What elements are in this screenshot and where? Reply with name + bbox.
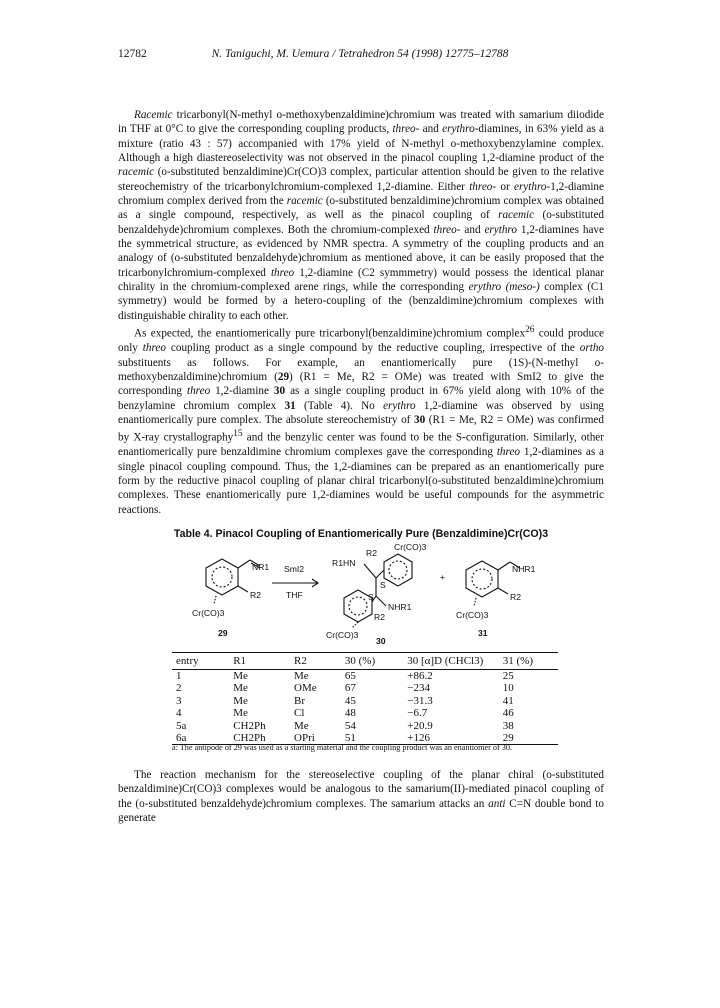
main-text-block	[118, 108, 604, 517]
label-s-2: S	[368, 592, 374, 602]
table-row: 4 Me Cl 48 −6.7 46	[176, 707, 514, 720]
label-r2-31: R2	[510, 592, 521, 602]
label-nr1: NR1	[252, 562, 270, 572]
table-footnote: a: The antipode of 29 was used as a starting material and the coupling product was an enantiomer of 30.	[172, 743, 512, 752]
label-s-1: S	[380, 580, 386, 590]
closing-text-block	[118, 768, 604, 825]
col-yield-30: 30 (%)	[341, 653, 403, 670]
reaction-scheme-drawing	[176, 540, 556, 646]
table-row: 5a CH2Ph Me 54 +20.9 38	[176, 719, 514, 732]
paragraph-3: The reaction mechanism for the stereoselective coupling of the planar chiral (o-substituted benzaldimine)Cr(CO)3 complexes would be analogous to the samarium(II)-mediated pinacol coupling of the (o-substituted benzaldehyde)chromium complexes. The samarium attacks an anti C=N double bond to generate	[118, 769, 604, 825]
label-nhr1-31: NHR1	[512, 564, 536, 574]
col-r1: R1	[229, 653, 290, 670]
plus-sign: +	[440, 572, 446, 582]
label-solvent: THF	[286, 590, 303, 600]
table-row: 1 Me Me 65 +86.2 25	[176, 670, 514, 682]
paragraph-2: As expected, the enantiomerically pure tricarbonyl(benzaldimine)chromium complex$^{26}$ could produce only threo coupling product as a single compound by the reductive coupling, irrespective of the ortho substituents as follows. For example, an enantiomerically pure (1S)-(N-methyl o-methoxybenzaldimine)chromium (29) (R1 = Me, R2 = OMe) was treated with SmI2 to give the corresponding threo 1,2-diamine 30 as a single coupling product in 67% yield along with 10% of the benzylamine chromium complex 31 (Table 4). No erythro 1,2-diamine was observed by using enantiomerically pure complex. The absolute stereochemistry of 30 (R1 = Me, R2 = OMe) was confirmed by X-ray crystallography$^{15}$ and the benzylic center was found to be the S-configuration. Similarly, other enantiomerically pure benzaldimine chromium complexes gave the corresponding threo 1,2-diamines as a single pinacol coupling compound. Thus, the 1,2-diamines can be prepared as an enantiomerically pure form by the reductive pinacol coupling of planar chiral tricarbonyl(o-substituted benzaldimine)chromium complexes. These enantiomerically pure 1,2-diamines would be useful compounds for the asymmetric reactions.	[118, 325, 605, 516]
table-row: 2 Me OMe 67 −234 10	[176, 682, 514, 695]
page-number: 12782	[118, 48, 147, 60]
label-r2-30-upper: R2	[366, 548, 377, 558]
benzene-ring-30-upper	[384, 554, 412, 586]
label-nhr1-30: NHR1	[388, 602, 412, 612]
table-row: 6a CH2Ph OPri 51 +126 29	[172, 732, 558, 745]
label-r2-30-lower: R2	[374, 612, 385, 622]
label-crco3-31: Cr(CO)3	[456, 610, 489, 620]
col-r2: R2	[290, 653, 341, 670]
paragraph-1: Racemic tricarbonyl(N-methyl o-methoxybenzaldimine)chromium was treated with samarium diiodide in THF at 0°C to give the corresponding coupling products, threo- and erythro-diamines, in 63% yield as a mixture (ratio 43 : 57) accompanied with 17% yield of N-methyl o-methoxybenzylamine complex. Although a high diastereoselectivity was not observed in the pinacol coupling 1,2-diamine product of the racemic (o-substituted benzaldimine)Cr(CO)3 complex, particular attention should be given to the relative stereochemistry of the tricarbonylchromium-complexed 1,2-diamine. Either threo- or erythro-1,2-diamine chromium complex derived from the racemic (o-substituted benzaldimine)chromium complex was obtained as a single compound, respectively, as well as the pinacol coupling of racemic (o-substituted benzaldehyde)chromium complexes. Both the chromium-complexed threo- and erythro 1,2-diamines have the symmetrical structure, as evidenced by NMR spectra. A symmetry of the coupling products and an analogy of (o-substituted benzaldehyde)chromium as mentioned above, it can be easily proposed that the tricarbonylchromium-complexed threo 1,2-diamine (C2 symmmetry) would possess the identical planar chirality in the chromium-complexed arene rings, while the corresponding erythro (meso-) complex (C1 symmetry) would be formed by a hetero-coupling of the (benzaldimine)chromium complexes with distinguishable chirality to each other.	[118, 109, 605, 322]
compound-label-29: 29	[218, 628, 228, 638]
benzene-ring-31	[466, 561, 498, 597]
compound-label-31: 31	[478, 628, 488, 638]
label-reagent: SmI2	[284, 564, 305, 574]
benzene-ring-29	[206, 559, 238, 595]
reference-26: 26	[525, 325, 535, 336]
running-header	[118, 48, 602, 64]
table-title: Table 4. Pinacol Coupling of Enantiomerically Pure (Benzaldimine)Cr(CO)3	[173, 528, 549, 540]
col-rotation-30: 30 [α]D (CHCl3)	[403, 653, 499, 670]
col-entry: entry	[172, 653, 229, 670]
label-crco3-30-upper: Cr(CO)3	[394, 542, 427, 552]
col-yield-31: 31 (%)	[499, 653, 558, 670]
label-r1hn: R1HN	[332, 558, 356, 568]
label-crco3-29: Cr(CO)3	[192, 608, 225, 618]
compound-label-30: 30	[376, 636, 386, 646]
running-head: N. Taniguchi, M. Uemura / Tetrahedron 54 (1998) 12775–12788	[211, 48, 509, 60]
reaction-scheme	[176, 540, 556, 646]
results-table	[172, 652, 558, 745]
table-row: 3 Me Br 45 −31.3 41	[176, 694, 514, 707]
table-header-row	[172, 653, 558, 670]
label-r2-29: R2	[250, 590, 261, 600]
reference-15: 15	[233, 429, 243, 440]
label-crco3-30-lower: Cr(CO)3	[326, 630, 359, 640]
